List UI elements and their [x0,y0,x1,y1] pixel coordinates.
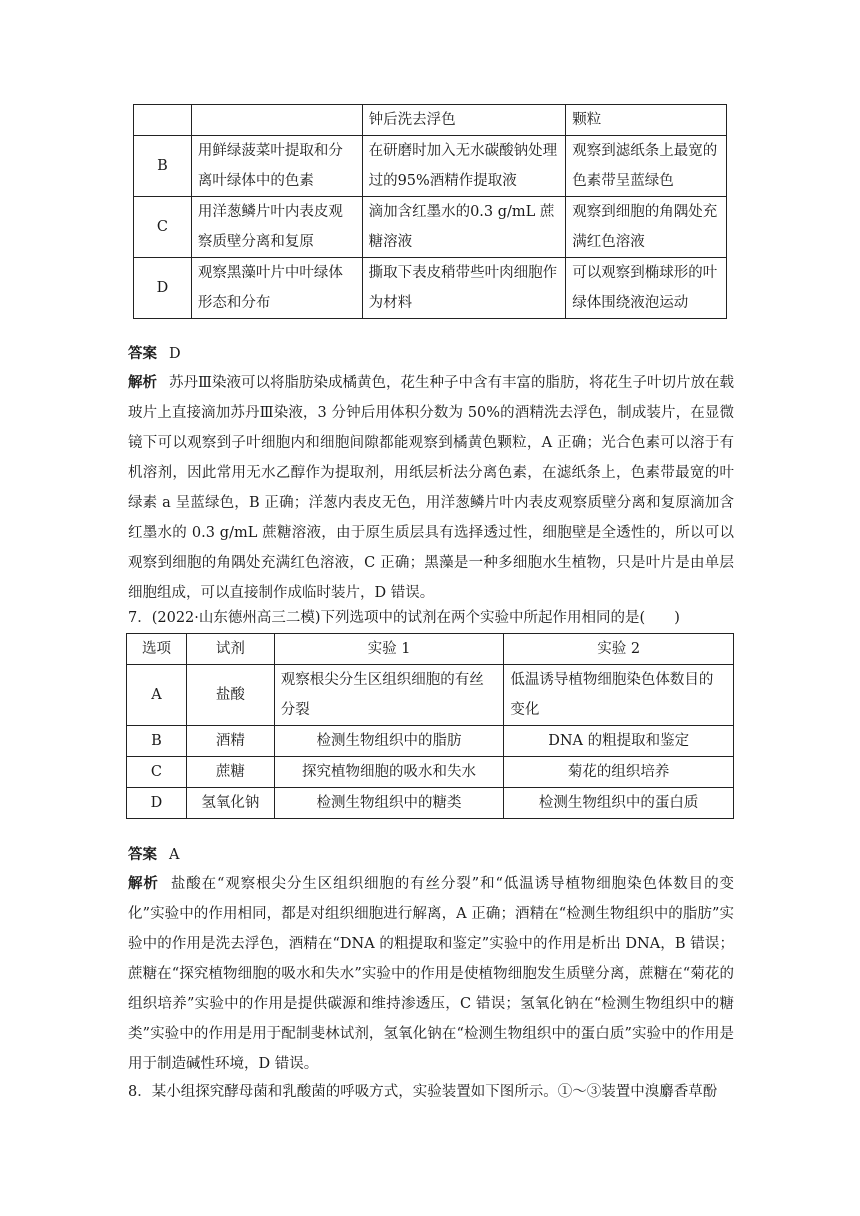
column-header: 实验 1 [274,634,504,665]
table-row [134,197,727,258]
table-row [134,258,727,319]
answer-line [128,840,734,870]
method-cell: 钟后洗去浮色 [362,105,566,136]
experiment1-cell: 探究植物细胞的吸水和失水 [274,757,504,788]
experiment2-cell: 低温诱导植物细胞染色体数目的变化 [504,665,734,726]
purpose-cell: 用洋葱鳞片叶内表皮观察质壁分离和复原 [191,197,362,258]
column-header: 实验 2 [504,634,734,665]
experiment-table-continued [133,104,727,319]
method-cell: 撕取下表皮稍带些叶肉细胞作为材料 [362,258,566,319]
answer-label: 答案 [128,847,157,863]
result-cell: 可以观察到椭球形的叶绿体围绕液泡运动 [566,258,727,319]
table-row [127,665,734,726]
method-cell: 滴加含红墨水的0.3 g/mL 蔗糖溶液 [362,197,566,258]
analysis-paragraph [128,869,734,1079]
question-7: 7．(2022·山东德州高三二模)下列选项中的试剂在两个实验中所起作用相同的是( ) [128,610,680,626]
table-header-row [127,634,734,665]
experiment2-cell: 检测生物组织中的蛋白质 [504,788,734,819]
table-row [127,757,734,788]
option-cell: B [134,136,192,197]
experiment1-cell: 观察根尖分生区组织细胞的有丝分裂 [274,665,504,726]
result-cell: 观察到细胞的角隅处充满红色溶液 [566,197,727,258]
table-row [127,726,734,757]
reagent-cell: 氢氧化钠 [186,788,274,819]
answer-label: 答案 [128,346,157,362]
purpose-cell: 用鲜绿菠菜叶提取和分离叶绿体中的色素 [191,136,362,197]
option-cell: D [134,258,192,319]
reagent-cell: 酒精 [186,726,274,757]
column-header: 选项 [127,634,187,665]
option-cell: D [127,788,187,819]
experiment1-cell: 检测生物组织中的脂肪 [274,726,504,757]
reagent-cell: 蔗糖 [186,757,274,788]
experiment2-cell: 菊花的组织培养 [504,757,734,788]
column-header: 试剂 [186,634,274,665]
reagent-cell: 盐酸 [186,665,274,726]
option-cell: C [134,197,192,258]
method-cell: 在研磨时加入无水碳酸钠处理过的95%酒精作提取液 [362,136,566,197]
result-cell: 观察到滤纸条上最宽的色素带呈蓝绿色 [566,136,727,197]
answer-value: D [169,346,181,362]
answer-value: A [169,847,180,863]
result-cell: 颗粒 [566,105,727,136]
analysis-label: 解析 [128,375,158,391]
analysis-text: 苏丹Ⅲ染液可以将脂肪染成橘黄色，花生种子中含有丰富的脂肪，将花生子叶切片放在载玻片上直接滴加苏丹Ⅲ染液，3 分钟后用体积分数为 50%的酒精洗去浮色，制成装片，在显微镜下可以观察到子叶细胞内和细胞间隙都能观察到橘黄色颗粒，A 正确；光合色素可以溶于有机溶剂，因此常用无水乙醇作为提取剂，用纸层析法分离色素，在滤纸条上，色素带最宽的叶绿素 a 呈蓝绿色，B 正确；洋葱内表皮无色，用洋葱鳞片叶内表皮观察质壁分离和复原滴加含红墨水的 0.3 g/mL 蔗糖溶液，由于原生质层具有选择透过性，细胞壁是全透性的，所以可以观察到细胞的角隅处充满红色溶液，C 正确；黑藻是一种多细胞水生植物，只是叶片是由单层细胞组成，可以直接制作成临时装片，D 错误。 [128,375,735,601]
question-8: 8．某小组探究酵母菌和乳酸菌的呼吸方式，实验装置如下图所示。①～③装置中溴麝香草酚 [128,1084,718,1100]
table-row [127,788,734,819]
option-cell [134,105,192,136]
option-cell: B [127,726,187,757]
reagent-table [126,633,734,819]
analysis-paragraph [128,368,734,608]
table-row [134,136,727,197]
purpose-cell: 观察黑藻叶片中叶绿体形态和分布 [191,258,362,319]
option-cell: A [127,665,187,726]
answer-line [128,339,734,369]
table-row [134,105,727,136]
experiment1-cell: 检测生物组织中的糖类 [274,788,504,819]
analysis-label: 解析 [128,876,159,892]
option-cell: C [127,757,187,788]
experiment2-cell: DNA 的粗提取和鉴定 [504,726,734,757]
analysis-text: 盐酸在“观察根尖分生区组织细胞的有丝分裂”和“低温诱导植物细胞染色体数目的变化”实验中的作用相同，都是对组织细胞进行解离，A 正确；酒精在“检测生物组织中的脂肪”实验中的作用是洗去浮色，酒精在“DNA 的粗提取和鉴定”实验中的作用是析出 DNA，B 错误；蔗糖在“探究植物细胞的吸水和失水”实验中的作用是使植物细胞发生质壁分离，蔗糖在“菊花的组织培养”实验中的作用是提供碳源和维持渗透压，C 错误；氢氧化钠在“检测生物组织中的糖类”实验中的作用是用于配制斐林试剂，氢氧化钠在“检测生物组织中的蛋白质”实验中的作用是用于制造碱性环境，D 错误。 [128,876,734,1072]
purpose-cell [191,105,362,136]
